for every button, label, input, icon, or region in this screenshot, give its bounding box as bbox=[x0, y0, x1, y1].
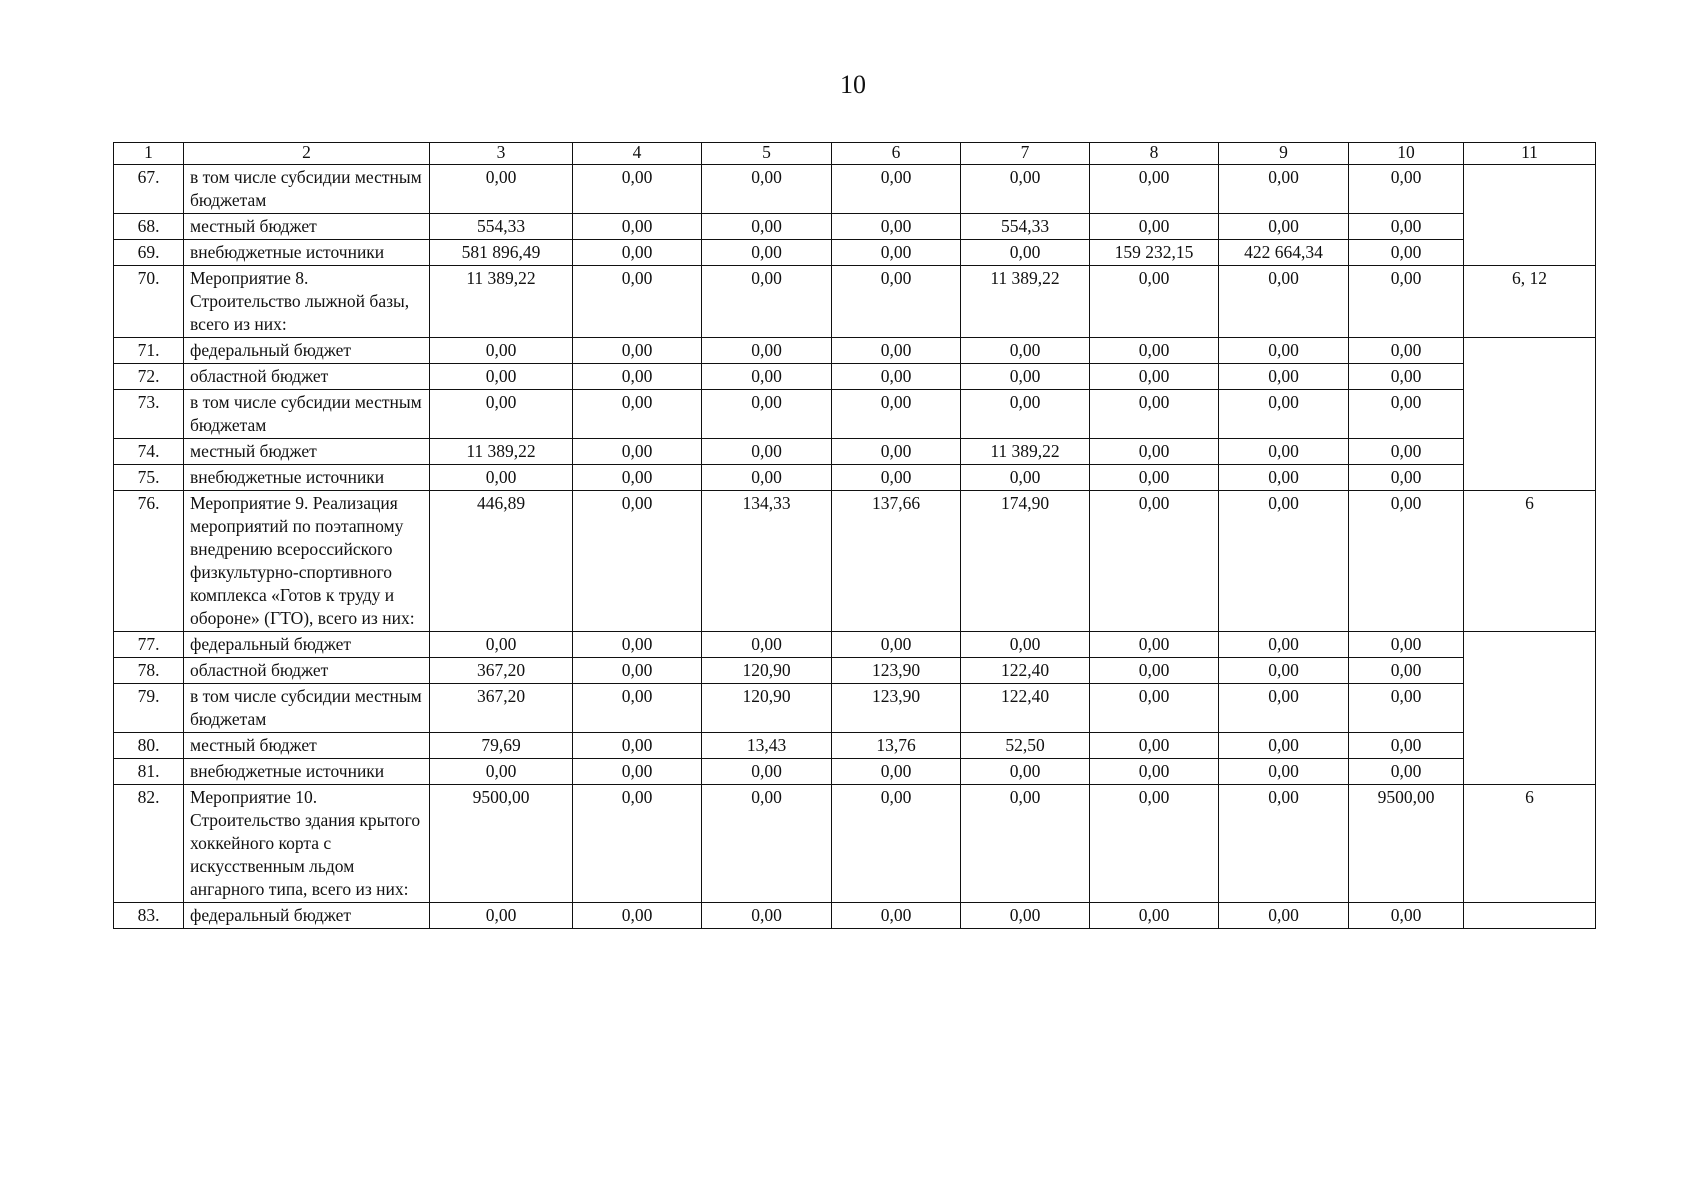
row-name: в том числе субсидии местным бюджетам bbox=[184, 684, 430, 733]
value-col-4: 0,00 bbox=[573, 785, 702, 903]
value-col-3: 446,89 bbox=[430, 491, 573, 632]
column-header: 11 bbox=[1464, 143, 1596, 165]
value-col-6: 13,76 bbox=[832, 733, 961, 759]
reference-cell bbox=[1464, 338, 1596, 491]
table-row bbox=[114, 390, 1596, 439]
row-number: 79. bbox=[114, 684, 184, 733]
value-col-7: 0,00 bbox=[961, 338, 1090, 364]
value-col-4: 0,00 bbox=[573, 903, 702, 929]
value-col-9: 0,00 bbox=[1219, 165, 1349, 214]
value-col-3: 0,00 bbox=[430, 390, 573, 439]
value-col-5: 134,33 bbox=[702, 491, 832, 632]
value-col-5: 120,90 bbox=[702, 684, 832, 733]
value-col-7: 0,00 bbox=[961, 759, 1090, 785]
row-name: внебюджетные источники bbox=[184, 759, 430, 785]
row-number: 69. bbox=[114, 240, 184, 266]
reference-cell bbox=[1464, 165, 1596, 266]
table-row bbox=[114, 785, 1596, 903]
budget-table bbox=[113, 142, 1596, 929]
value-col-4: 0,00 bbox=[573, 465, 702, 491]
value-col-3: 9500,00 bbox=[430, 785, 573, 903]
value-col-4: 0,00 bbox=[573, 165, 702, 214]
row-name: внебюджетные источники bbox=[184, 240, 430, 266]
value-col-3: 0,00 bbox=[430, 165, 573, 214]
value-col-4: 0,00 bbox=[573, 733, 702, 759]
row-number: 74. bbox=[114, 439, 184, 465]
value-col-8: 0,00 bbox=[1090, 785, 1219, 903]
value-col-9: 0,00 bbox=[1219, 390, 1349, 439]
row-number: 82. bbox=[114, 785, 184, 903]
row-number: 72. bbox=[114, 364, 184, 390]
value-col-8: 0,00 bbox=[1090, 364, 1219, 390]
value-col-8: 0,00 bbox=[1090, 759, 1219, 785]
value-col-8: 0,00 bbox=[1090, 214, 1219, 240]
row-number: 78. bbox=[114, 658, 184, 684]
column-header: 2 bbox=[184, 143, 430, 165]
value-col-5: 0,00 bbox=[702, 759, 832, 785]
value-col-8: 0,00 bbox=[1090, 165, 1219, 214]
row-number: 80. bbox=[114, 733, 184, 759]
value-col-9: 0,00 bbox=[1219, 759, 1349, 785]
value-col-3: 367,20 bbox=[430, 684, 573, 733]
value-col-7: 11 389,22 bbox=[961, 439, 1090, 465]
value-col-9: 0,00 bbox=[1219, 785, 1349, 903]
row-number: 76. bbox=[114, 491, 184, 632]
value-col-7: 0,00 bbox=[961, 465, 1090, 491]
value-col-10: 0,00 bbox=[1349, 165, 1464, 214]
row-name: в том числе субсидии местным бюджетам bbox=[184, 165, 430, 214]
row-name: Мероприятие 10. Строительство здания крытого хоккейного корта с искусственным льдом ангарного типа, всего из них: bbox=[184, 785, 430, 903]
value-col-6: 0,00 bbox=[832, 632, 961, 658]
value-col-10: 0,00 bbox=[1349, 214, 1464, 240]
value-col-5: 0,00 bbox=[702, 214, 832, 240]
row-name: в том числе субсидии местным бюджетам bbox=[184, 390, 430, 439]
value-col-10: 0,00 bbox=[1349, 338, 1464, 364]
row-name: местный бюджет bbox=[184, 214, 430, 240]
value-col-6: 0,00 bbox=[832, 465, 961, 491]
value-col-10: 0,00 bbox=[1349, 390, 1464, 439]
value-col-7: 0,00 bbox=[961, 240, 1090, 266]
value-col-7: 122,40 bbox=[961, 658, 1090, 684]
value-col-8: 0,00 bbox=[1090, 684, 1219, 733]
value-col-10: 0,00 bbox=[1349, 903, 1464, 929]
value-col-5: 120,90 bbox=[702, 658, 832, 684]
value-col-9: 0,00 bbox=[1219, 214, 1349, 240]
row-name: внебюджетные источники bbox=[184, 465, 430, 491]
value-col-3: 11 389,22 bbox=[430, 266, 573, 338]
value-col-10: 0,00 bbox=[1349, 491, 1464, 632]
value-col-5: 0,00 bbox=[702, 364, 832, 390]
table-row bbox=[114, 903, 1596, 929]
table-row bbox=[114, 266, 1596, 338]
table-row bbox=[114, 684, 1596, 733]
row-name: федеральный бюджет bbox=[184, 903, 430, 929]
row-name: областной бюджет bbox=[184, 658, 430, 684]
value-col-5: 0,00 bbox=[702, 465, 832, 491]
value-col-7: 174,90 bbox=[961, 491, 1090, 632]
row-number: 73. bbox=[114, 390, 184, 439]
row-number: 68. bbox=[114, 214, 184, 240]
value-col-6: 0,00 bbox=[832, 240, 961, 266]
table-row bbox=[114, 491, 1596, 632]
value-col-4: 0,00 bbox=[573, 390, 702, 439]
value-col-10: 0,00 bbox=[1349, 632, 1464, 658]
value-col-7: 0,00 bbox=[961, 364, 1090, 390]
row-number: 83. bbox=[114, 903, 184, 929]
value-col-9: 0,00 bbox=[1219, 364, 1349, 390]
reference-cell: 6 bbox=[1464, 785, 1596, 903]
value-col-8: 0,00 bbox=[1090, 632, 1219, 658]
value-col-4: 0,00 bbox=[573, 214, 702, 240]
value-col-6: 123,90 bbox=[832, 658, 961, 684]
value-col-7: 0,00 bbox=[961, 785, 1090, 903]
column-header: 10 bbox=[1349, 143, 1464, 165]
value-col-7: 554,33 bbox=[961, 214, 1090, 240]
table-row bbox=[114, 632, 1596, 658]
value-col-5: 0,00 bbox=[702, 903, 832, 929]
value-col-3: 79,69 bbox=[430, 733, 573, 759]
value-col-7: 0,00 bbox=[961, 632, 1090, 658]
value-col-5: 0,00 bbox=[702, 165, 832, 214]
value-col-7: 122,40 bbox=[961, 684, 1090, 733]
column-header: 8 bbox=[1090, 143, 1219, 165]
value-col-4: 0,00 bbox=[573, 632, 702, 658]
page-number: 10 bbox=[840, 70, 866, 99]
value-col-4: 0,00 bbox=[573, 240, 702, 266]
value-col-5: 0,00 bbox=[702, 785, 832, 903]
value-col-6: 0,00 bbox=[832, 903, 961, 929]
value-col-10: 0,00 bbox=[1349, 439, 1464, 465]
table-row bbox=[114, 439, 1596, 465]
value-col-9: 0,00 bbox=[1219, 266, 1349, 338]
value-col-3: 0,00 bbox=[430, 903, 573, 929]
row-name: федеральный бюджет bbox=[184, 338, 430, 364]
table-row bbox=[114, 214, 1596, 240]
value-col-4: 0,00 bbox=[573, 364, 702, 390]
value-col-8: 0,00 bbox=[1090, 390, 1219, 439]
value-col-6: 0,00 bbox=[832, 785, 961, 903]
table-row bbox=[114, 165, 1596, 214]
value-col-3: 0,00 bbox=[430, 759, 573, 785]
value-col-5: 0,00 bbox=[702, 338, 832, 364]
value-col-8: 159 232,15 bbox=[1090, 240, 1219, 266]
value-col-9: 0,00 bbox=[1219, 903, 1349, 929]
value-col-5: 13,43 bbox=[702, 733, 832, 759]
table-row bbox=[114, 759, 1596, 785]
value-col-9: 0,00 bbox=[1219, 491, 1349, 632]
column-header: 3 bbox=[430, 143, 573, 165]
value-col-4: 0,00 bbox=[573, 658, 702, 684]
row-number: 71. bbox=[114, 338, 184, 364]
value-col-5: 0,00 bbox=[702, 632, 832, 658]
value-col-8: 0,00 bbox=[1090, 439, 1219, 465]
value-col-10: 0,00 bbox=[1349, 240, 1464, 266]
value-col-3: 0,00 bbox=[430, 465, 573, 491]
row-name: федеральный бюджет bbox=[184, 632, 430, 658]
table-row bbox=[114, 240, 1596, 266]
value-col-9: 0,00 bbox=[1219, 632, 1349, 658]
column-header: 4 bbox=[573, 143, 702, 165]
table-row bbox=[114, 733, 1596, 759]
value-col-9: 0,00 bbox=[1219, 465, 1349, 491]
value-col-6: 123,90 bbox=[832, 684, 961, 733]
value-col-3: 0,00 bbox=[430, 338, 573, 364]
value-col-9: 422 664,34 bbox=[1219, 240, 1349, 266]
value-col-10: 0,00 bbox=[1349, 658, 1464, 684]
value-col-7: 0,00 bbox=[961, 903, 1090, 929]
value-col-8: 0,00 bbox=[1090, 338, 1219, 364]
value-col-10: 0,00 bbox=[1349, 733, 1464, 759]
column-header: 6 bbox=[832, 143, 961, 165]
value-col-10: 0,00 bbox=[1349, 465, 1464, 491]
value-col-6: 0,00 bbox=[832, 165, 961, 214]
value-col-6: 0,00 bbox=[832, 266, 961, 338]
value-col-10: 0,00 bbox=[1349, 364, 1464, 390]
row-number: 70. bbox=[114, 266, 184, 338]
column-header: 7 bbox=[961, 143, 1090, 165]
value-col-6: 0,00 bbox=[832, 759, 961, 785]
row-number: 77. bbox=[114, 632, 184, 658]
value-col-6: 0,00 bbox=[832, 338, 961, 364]
value-col-5: 0,00 bbox=[702, 266, 832, 338]
value-col-4: 0,00 bbox=[573, 759, 702, 785]
value-col-5: 0,00 bbox=[702, 240, 832, 266]
row-name: Мероприятие 9. Реализация мероприятий по поэтапному внедрению всероссийского физкультурно-спортивного комплекса «Готов к труду и обороне» (ГТО), всего из них: bbox=[184, 491, 430, 632]
value-col-6: 0,00 bbox=[832, 390, 961, 439]
value-col-9: 0,00 bbox=[1219, 684, 1349, 733]
value-col-3: 11 389,22 bbox=[430, 439, 573, 465]
reference-cell bbox=[1464, 903, 1596, 929]
value-col-8: 0,00 bbox=[1090, 733, 1219, 759]
value-col-6: 0,00 bbox=[832, 214, 961, 240]
value-col-10: 0,00 bbox=[1349, 684, 1464, 733]
table-row bbox=[114, 338, 1596, 364]
table-row bbox=[114, 658, 1596, 684]
row-number: 75. bbox=[114, 465, 184, 491]
value-col-9: 0,00 bbox=[1219, 658, 1349, 684]
row-number: 67. bbox=[114, 165, 184, 214]
value-col-8: 0,00 bbox=[1090, 903, 1219, 929]
value-col-8: 0,00 bbox=[1090, 658, 1219, 684]
value-col-3: 0,00 bbox=[430, 364, 573, 390]
value-col-10: 0,00 bbox=[1349, 759, 1464, 785]
value-col-4: 0,00 bbox=[573, 266, 702, 338]
header-row bbox=[114, 143, 1596, 165]
row-name: местный бюджет bbox=[184, 439, 430, 465]
value-col-10: 9500,00 bbox=[1349, 785, 1464, 903]
value-col-6: 0,00 bbox=[832, 364, 961, 390]
value-col-7: 0,00 bbox=[961, 390, 1090, 439]
value-col-3: 554,33 bbox=[430, 214, 573, 240]
reference-cell bbox=[1464, 632, 1596, 785]
value-col-8: 0,00 bbox=[1090, 266, 1219, 338]
table-row bbox=[114, 364, 1596, 390]
value-col-9: 0,00 bbox=[1219, 439, 1349, 465]
value-col-3: 0,00 bbox=[430, 632, 573, 658]
reference-cell: 6, 12 bbox=[1464, 266, 1596, 338]
value-col-4: 0,00 bbox=[573, 684, 702, 733]
column-header: 9 bbox=[1219, 143, 1349, 165]
value-col-8: 0,00 bbox=[1090, 465, 1219, 491]
row-name: областной бюджет bbox=[184, 364, 430, 390]
reference-cell: 6 bbox=[1464, 491, 1596, 632]
value-col-3: 367,20 bbox=[430, 658, 573, 684]
table-row bbox=[114, 465, 1596, 491]
column-header: 1 bbox=[114, 143, 184, 165]
value-col-7: 0,00 bbox=[961, 165, 1090, 214]
value-col-9: 0,00 bbox=[1219, 733, 1349, 759]
value-col-8: 0,00 bbox=[1090, 491, 1219, 632]
value-col-10: 0,00 bbox=[1349, 266, 1464, 338]
row-number: 81. bbox=[114, 759, 184, 785]
column-header: 5 bbox=[702, 143, 832, 165]
value-col-7: 52,50 bbox=[961, 733, 1090, 759]
value-col-5: 0,00 bbox=[702, 439, 832, 465]
row-name: местный бюджет bbox=[184, 733, 430, 759]
value-col-4: 0,00 bbox=[573, 439, 702, 465]
value-col-4: 0,00 bbox=[573, 338, 702, 364]
value-col-6: 137,66 bbox=[832, 491, 961, 632]
value-col-5: 0,00 bbox=[702, 390, 832, 439]
row-name: Мероприятие 8. Строительство лыжной базы, всего из них: bbox=[184, 266, 430, 338]
value-col-7: 11 389,22 bbox=[961, 266, 1090, 338]
value-col-9: 0,00 bbox=[1219, 338, 1349, 364]
value-col-6: 0,00 bbox=[832, 439, 961, 465]
value-col-4: 0,00 bbox=[573, 491, 702, 632]
value-col-3: 581 896,49 bbox=[430, 240, 573, 266]
